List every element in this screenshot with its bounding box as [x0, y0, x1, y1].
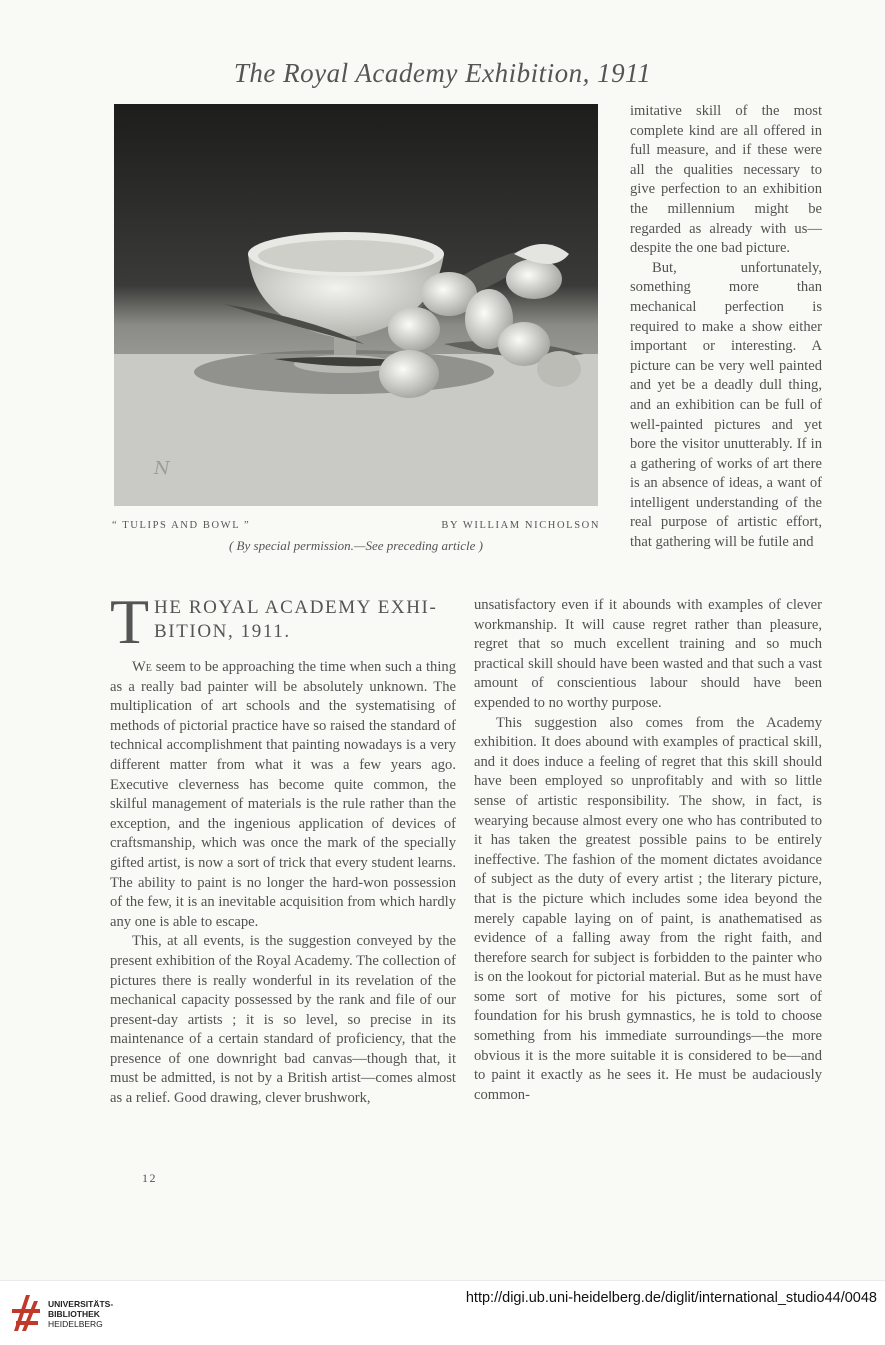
paragraph: unsatisfactory even if it abounds with examples of clever workmanship. It will cause regret rather than pleasure, regret that so much excellent training and so much practical skill should have been wasted and that such a vast amount of conscientious labour should have been expended to no worthy purpose.	[474, 597, 822, 711]
tulips-and-bowl-illustration	[114, 104, 598, 506]
paragraph: This, at all events, is the suggestion conveyed by the present exhibition of the Royal Academy. The collection of pictures there is really wonderful in its revelation of the mechanical capacity possessed by the rank and file of our present-day artists ; it is so level, so precise in its maintenance of a certain standard of proficiency, that the presence of one downright bad canvas—though that, it must be admitted, is not by a British artist—comes almost as a relief. Good drawing, clever brushwork,	[110, 933, 456, 1107]
library-logo-icon	[10, 1291, 44, 1340]
logo-line: UNIVERSITÄTS-	[48, 1299, 114, 1309]
library-name	[48, 1299, 113, 1329]
column-left	[110, 586, 456, 1109]
permalink[interactable]: http://digi.ub.uni-heidelberg.de/diglit/international_studio44/0048	[465, 1290, 877, 1306]
headline-text: HE ROYAL ACADEMY EXHI- BITION, 1911.	[154, 597, 438, 642]
logo-line: HEIDELBERG	[48, 1319, 103, 1329]
paragraph: This suggestion also comes from the Academy exhibition. It does abound with examples of practical skill, and it does induce a feeling of regret that this skill should have been employed so unprofitably and with so little sense of artistic responsibility. The show, in fact, is wearying because almost every one who has contributed to it has taken the greatest possible pains to be entirely ineffective. The fashion of the moment dictates avoidance of subject as the duty of every artist ; the literary picture, that is the picture which includes some idea beyond the merely capable laying on of paint, is anathematised as evidence of a falling away from the right faith, and therefore search for subject is forbidden to the painter who is on the lookout for pictorial material. But as he must have some sort of motive for his pictures, some sort of foundation for his brush gymnastics, he is told to choose something from his immediate surroundings—the more obvious it is the more suitable it is considered to be—and to paint it exactly as he sees it. He must be audaciously common-	[474, 714, 822, 1103]
painting-image	[114, 104, 598, 506]
running-title: The Royal Academy Exhibition, 1911	[233, 58, 652, 88]
caption-note: ( By special permission.—See preceding article )	[228, 538, 484, 553]
caption-title: “ TULIPS AND BOWL ”	[112, 520, 251, 531]
column-right-bottom	[474, 596, 822, 1105]
paragraph-text: seem to be approaching the time when such a thing as a really bad painter will be absolutely unknown. The multiplication of art schools and the systematising of methods of pictorial practice have so raised the standard of technical accomplishment that painting nowadays is a very different matter from what it was a few years ago. Executive cleverness has become quite common, the skilful management of materials is the rule rather than the exception, and the ingenious application of devices of craftsmanship, which was once the mark of the specially gifted artist, is now a sort of trick that every student learns. The ability to paint is no longer the hard-won possession of the few, it is an inevitable acquisition from which hardly any one is able to escape.	[110, 659, 456, 930]
article-headline	[110, 586, 456, 657]
paragraph	[110, 658, 456, 932]
page-number: 12	[142, 1171, 157, 1185]
logo-line: BIBLIOTHEK	[48, 1309, 100, 1319]
drop-cap: T	[110, 586, 151, 657]
column-right-top	[630, 102, 822, 553]
viewer-footer	[0, 1280, 885, 1345]
caption-artist: BY WILLIAM NICHOLSON	[441, 520, 600, 531]
paragraph: But, unfortunately, something more than mechanical perfection is required to make a show either important or interesting. A picture can be very well painted and yet be a deadly dull thing, and an exhibition can be full of well-painted pictures and yet bore the visitor unutterably. If in a gathering of works of art there is an absence of ideas, a want of intelligent understanding of the real purpose of artistic effort, that gathering will be futile and	[630, 259, 822, 551]
lead-word: We	[132, 659, 152, 675]
paragraph: imitative skill of the most complete kind are all offered in full measure, and if these were all the qualities necessary to give perfection to an exhibition the millennium might be regarded as already with us—despite the one bad picture.	[630, 103, 822, 257]
svg-text:N: N	[154, 458, 170, 479]
